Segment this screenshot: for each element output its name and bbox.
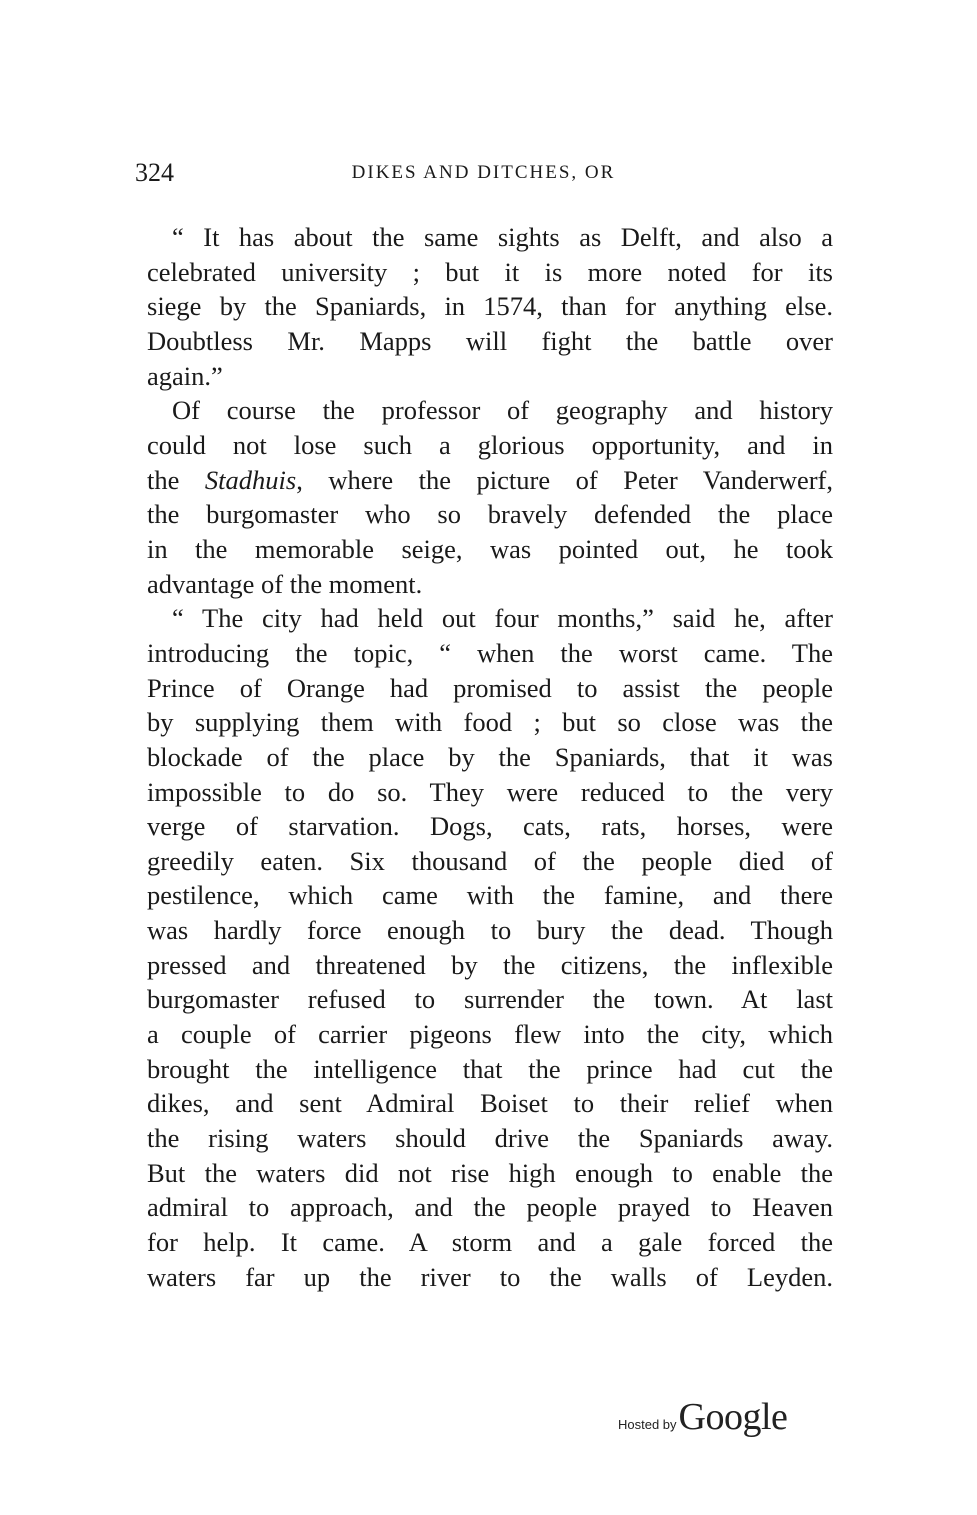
text-line-segment: burgomaster refused to surrender the town. At last	[147, 984, 833, 1015]
text-line-segment: Of course the professor of geography and history	[172, 395, 833, 426]
text-line	[147, 1260, 833, 1295]
italic-term: Stadhuis	[204, 464, 297, 495]
page-number: 324	[135, 158, 174, 187]
text-line-segment: was hardly force enough to bury the dead. Though	[147, 915, 833, 946]
text-line	[147, 289, 833, 324]
text-line-segment: the burgomaster who so bravely defended the place	[147, 499, 833, 530]
text-line	[147, 1225, 833, 1260]
text-line-segment: blockade of the place by the Spaniards, that it was	[147, 741, 833, 772]
text-line-segment: impossible to do so. They were reduced to the very	[147, 776, 833, 807]
text-line	[147, 948, 833, 983]
text-line-segment: celebrated university ; but it is more noted for its	[147, 256, 833, 287]
text-line-segment: verge of starvation. Dogs, cats, rats, horses, were	[147, 811, 833, 842]
text-line-segment: a couple of carrier pigeons flew into the city, which	[147, 1019, 833, 1050]
text-line-segment: the rising waters should drive the Spaniards away.	[147, 1123, 833, 1154]
text-line-segment: advantage of the moment.	[147, 568, 423, 599]
text-line	[147, 1052, 833, 1087]
text-line-segment: Doubtless Mr. Mapps will fight the battle over	[147, 325, 833, 356]
text-line-segment: “ The city had held out four months,” said he, after	[172, 603, 833, 634]
text-line-segment: could not lose such a glorious opportunity, and in	[147, 429, 833, 460]
text-line-segment: by supplying them with food ; but so close was the	[147, 707, 833, 738]
text-line	[147, 532, 833, 567]
text-line	[147, 393, 833, 428]
hosted-by-google-watermark	[618, 1395, 787, 1439]
text-line-segment: admiral to approach, and the people prayed to Heaven	[147, 1192, 833, 1223]
text-line	[147, 567, 833, 602]
text-line-segment: But the waters did not rise high enough to enable the	[147, 1157, 833, 1188]
text-line	[147, 1156, 833, 1191]
text-line	[147, 844, 833, 879]
text-line-segment: again.”	[147, 360, 223, 391]
text-line	[147, 1121, 833, 1156]
text-line	[147, 671, 833, 706]
text-line	[147, 497, 833, 532]
text-line	[147, 1086, 833, 1121]
text-line-segment: “ It has about the same sights as Delft, and also a	[172, 222, 833, 252]
page-body-text	[147, 220, 833, 1294]
text-line	[147, 878, 833, 913]
text-line	[147, 913, 833, 948]
text-line	[147, 428, 833, 463]
text-line	[147, 463, 833, 498]
text-line	[147, 740, 833, 775]
text-line-segment: greedily eaten. Six thousand of the people died of	[147, 845, 833, 876]
google-logo: Google	[678, 1396, 788, 1438]
running-title: DIKES AND DITCHES, OR	[351, 162, 616, 183]
text-line	[147, 705, 833, 740]
text-line-segment: waters far up the river to the walls of Leyden.	[147, 1261, 833, 1292]
text-line	[147, 636, 833, 671]
text-line-segment: Prince of Orange had promised to assist the people	[147, 672, 833, 703]
text-line	[147, 324, 833, 359]
text-line-segment: brought the intelligence that the prince had cut the	[147, 1053, 833, 1084]
text-line	[147, 809, 833, 844]
text-line-segment: introducing the topic, “ when the worst came. The	[147, 637, 833, 668]
text-line-segment: pressed and threatened by the citizens, the inflexible	[147, 949, 833, 980]
text-line	[147, 220, 833, 255]
text-line-segment: for help. It came. A storm and a gale forced the	[147, 1227, 833, 1258]
text-line	[147, 255, 833, 290]
text-line	[147, 982, 833, 1017]
page-header	[135, 158, 832, 192]
text-line	[147, 359, 833, 394]
text-line-segment: siege by the Spaniards, in 1574, than for anything else.	[147, 291, 833, 322]
text-line	[147, 1017, 833, 1052]
text-line-segment: the	[147, 464, 205, 495]
text-line	[147, 775, 833, 810]
text-line-segment: in the memorable seige, was pointed out, he took	[147, 533, 833, 564]
text-line-segment: dikes, and sent Admiral Boiset to their relief when	[147, 1088, 833, 1119]
text-line	[147, 1190, 833, 1225]
text-line-segment: pestilence, which came with the famine, and there	[147, 880, 833, 911]
hosted-by-label: Hosted by	[618, 1417, 677, 1432]
text-line	[147, 601, 833, 636]
text-line-segment: , where the picture of Peter Vanderwerf,	[296, 464, 834, 495]
